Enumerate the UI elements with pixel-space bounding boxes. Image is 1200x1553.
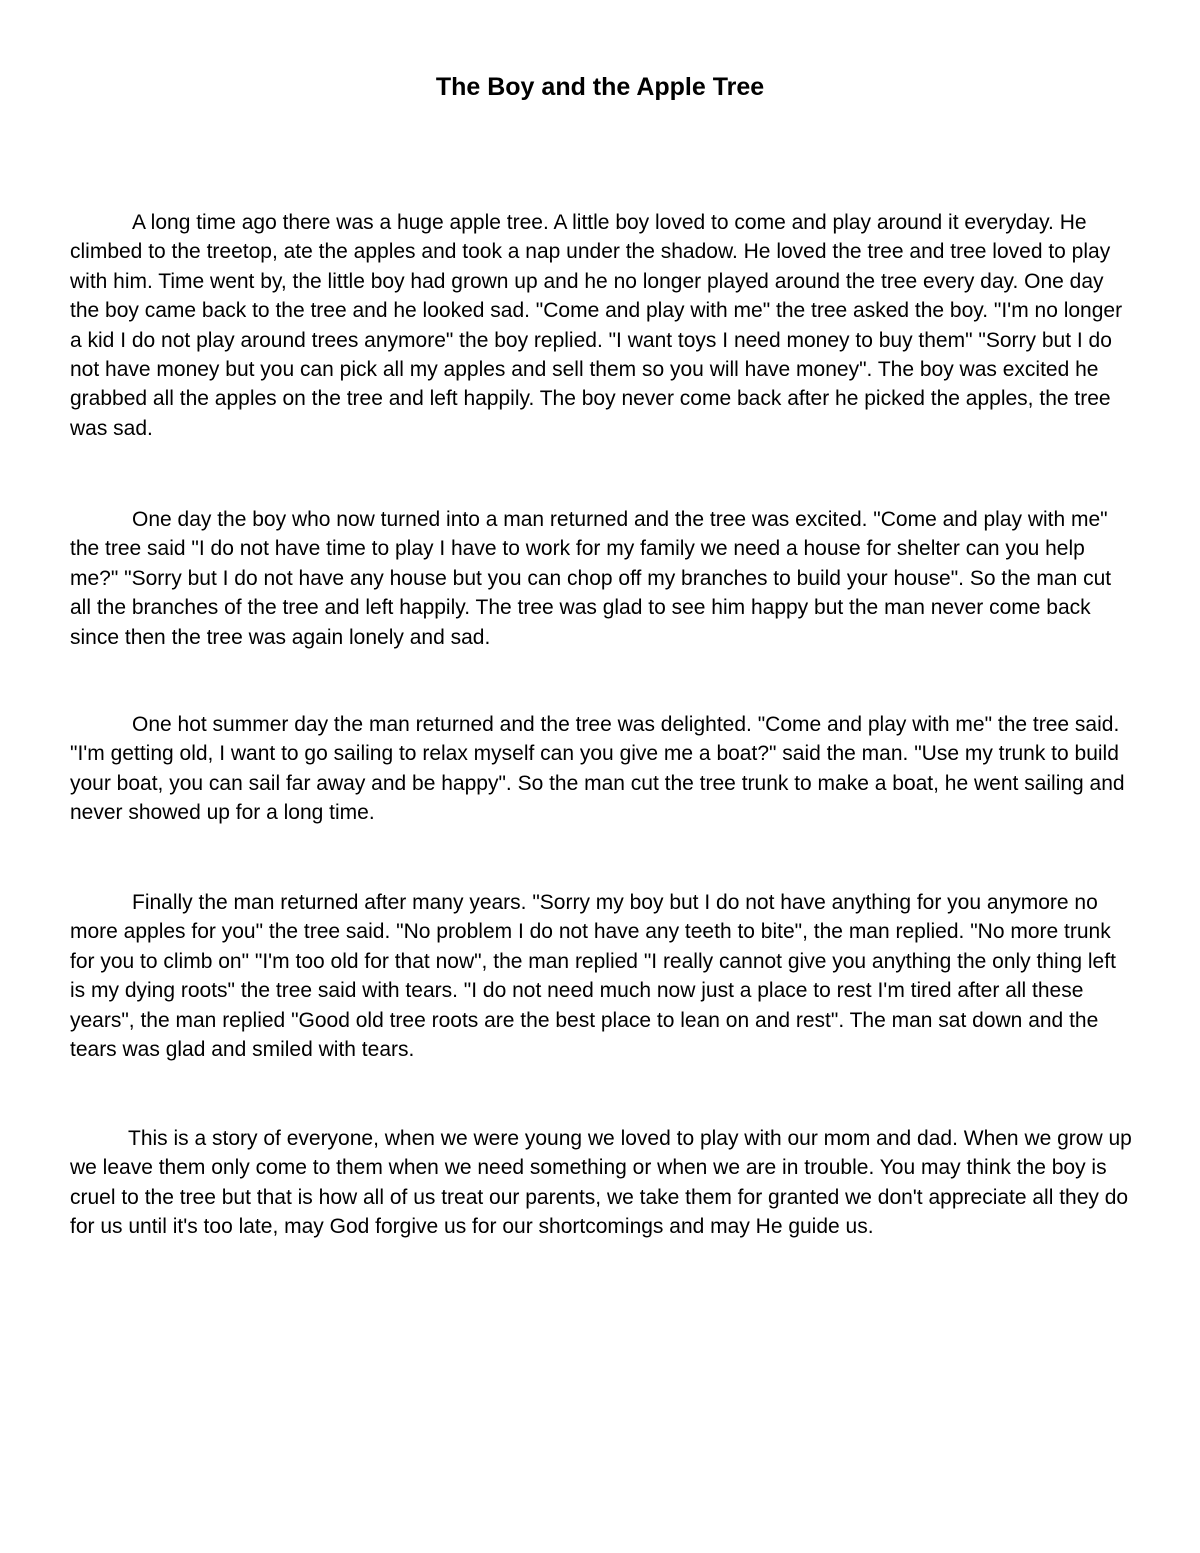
paragraph-5: This is a story of everyone, when we were young we loved to play with our mom and dad. When we grow up we leave them only come to them when we need something or when we are in trouble. You may think the boy is cruel to the tree but that is how all of us treat our parents, we take them for granted we don't appreciate all they do for us until it's too late, may God forgive us for our shortcomings and may He guide us. <box>70 1127 1132 1239</box>
paragraph-1: A long time ago there was a huge apple tree. A little boy loved to come and play around it everyday. He climbed to the treetop, ate the apples and took a nap under the shadow. He loved the tree and tree loved to play with him. Time went by, the little boy had grown up and he no longer played around the tree every day. One day the boy came back to the tree and he looked sad. "Come and play with me" the tree asked the boy. "I'm no longer a kid I do not play around trees anymore" the boy replied. "I want toys I need money to buy them" "Sorry but I do not have money but you can pick all my apples and sell them so you will have money". The boy was excited he grabbed all the apples on the tree and left happily. The boy never come back after he picked the apples, the tree was sad. <box>70 211 1123 440</box>
paragraph-2: One day the boy who now turned into a man returned and the tree was excited. "Come and play with me" the tree said "I do not have time to play I have to work for my family we need a house for shelter can you help me?" "Sorry but I do not have any house but you can chop off my branches to build your house". So the man cut all the branches of the tree and left happily. The tree was glad to see him happy but the man never come back since then the tree was again lonely and sad. <box>70 508 1112 649</box>
paragraph-3: One hot summer day the man returned and the tree was delighted. "Come and play with me" the tree said. "I'm getting old, I want to go sailing to relax myself can you give me a boat?" said the man. "Use my trunk to build your boat, you can sail far away and be happy". So the man cut the tree trunk to make a boat, he went sailing and never showed up for a long time. <box>70 713 1125 825</box>
paragraph-4: Finally the man returned after many years. "Sorry my boy but I do not have anything for you anymore no more apples for you" the tree said. "No problem I do not have any teeth to bite", the man replied. "No more trunk for you to climb on" "I'm too old for that now", the man replied "I really cannot give you anything the only thing left is my dying roots" the tree said with tears. "I do not need much now just a place to rest I'm tired after all these years", the man replied "Good old tree roots are the best place to lean on and rest". The man sat down and the tears was glad and smiled with tears. <box>70 891 1116 1062</box>
document-title: The Boy and the Apple Tree <box>435 73 765 101</box>
